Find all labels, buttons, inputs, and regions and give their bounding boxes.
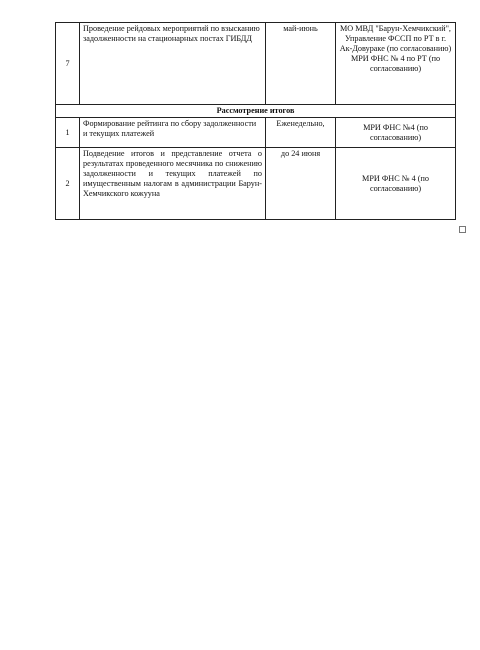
table-row [56,23,456,105]
task-cell: Подведение итогов и представление отчета о результатах проведенного месячника по снижению задолженности и текущих платежей по имущественным налогам в администрации Барун-Хемчикского кожууна [80,148,266,220]
section-row [56,105,456,118]
task-cell: Формирование рейтинга по сбору задолженности и текущих платежей [80,118,266,148]
row-number: 2 [56,148,80,220]
responsible-cell: МО МВД "Барун-Хемчикский", Управление ФССП по РТ в г. Ак-Довураке (по согласованию) МРИ ФНС № 4 по РТ (по согласованию) [336,23,456,105]
row-number: 7 [56,23,80,105]
table-row [56,148,456,220]
term-cell: до 24 июня [266,148,336,220]
responsible-cell: МРИ ФНС №4 (по согласованию) [336,118,456,148]
term-cell: Еженедельно, [266,118,336,148]
task-cell: Проведение рейдовых мероприятий по взысканию задолженности на стационарных постах ГИБДД [80,23,266,105]
table-row [56,118,456,148]
section-title: Рассмотрение итогов [56,105,456,118]
plan-table [55,22,456,220]
term-cell: май-июнь [266,23,336,105]
responsible-cell: МРИ ФНС № 4 (по согласованию) [336,148,456,220]
table-end-marker [459,226,466,233]
row-number: 1 [56,118,80,148]
